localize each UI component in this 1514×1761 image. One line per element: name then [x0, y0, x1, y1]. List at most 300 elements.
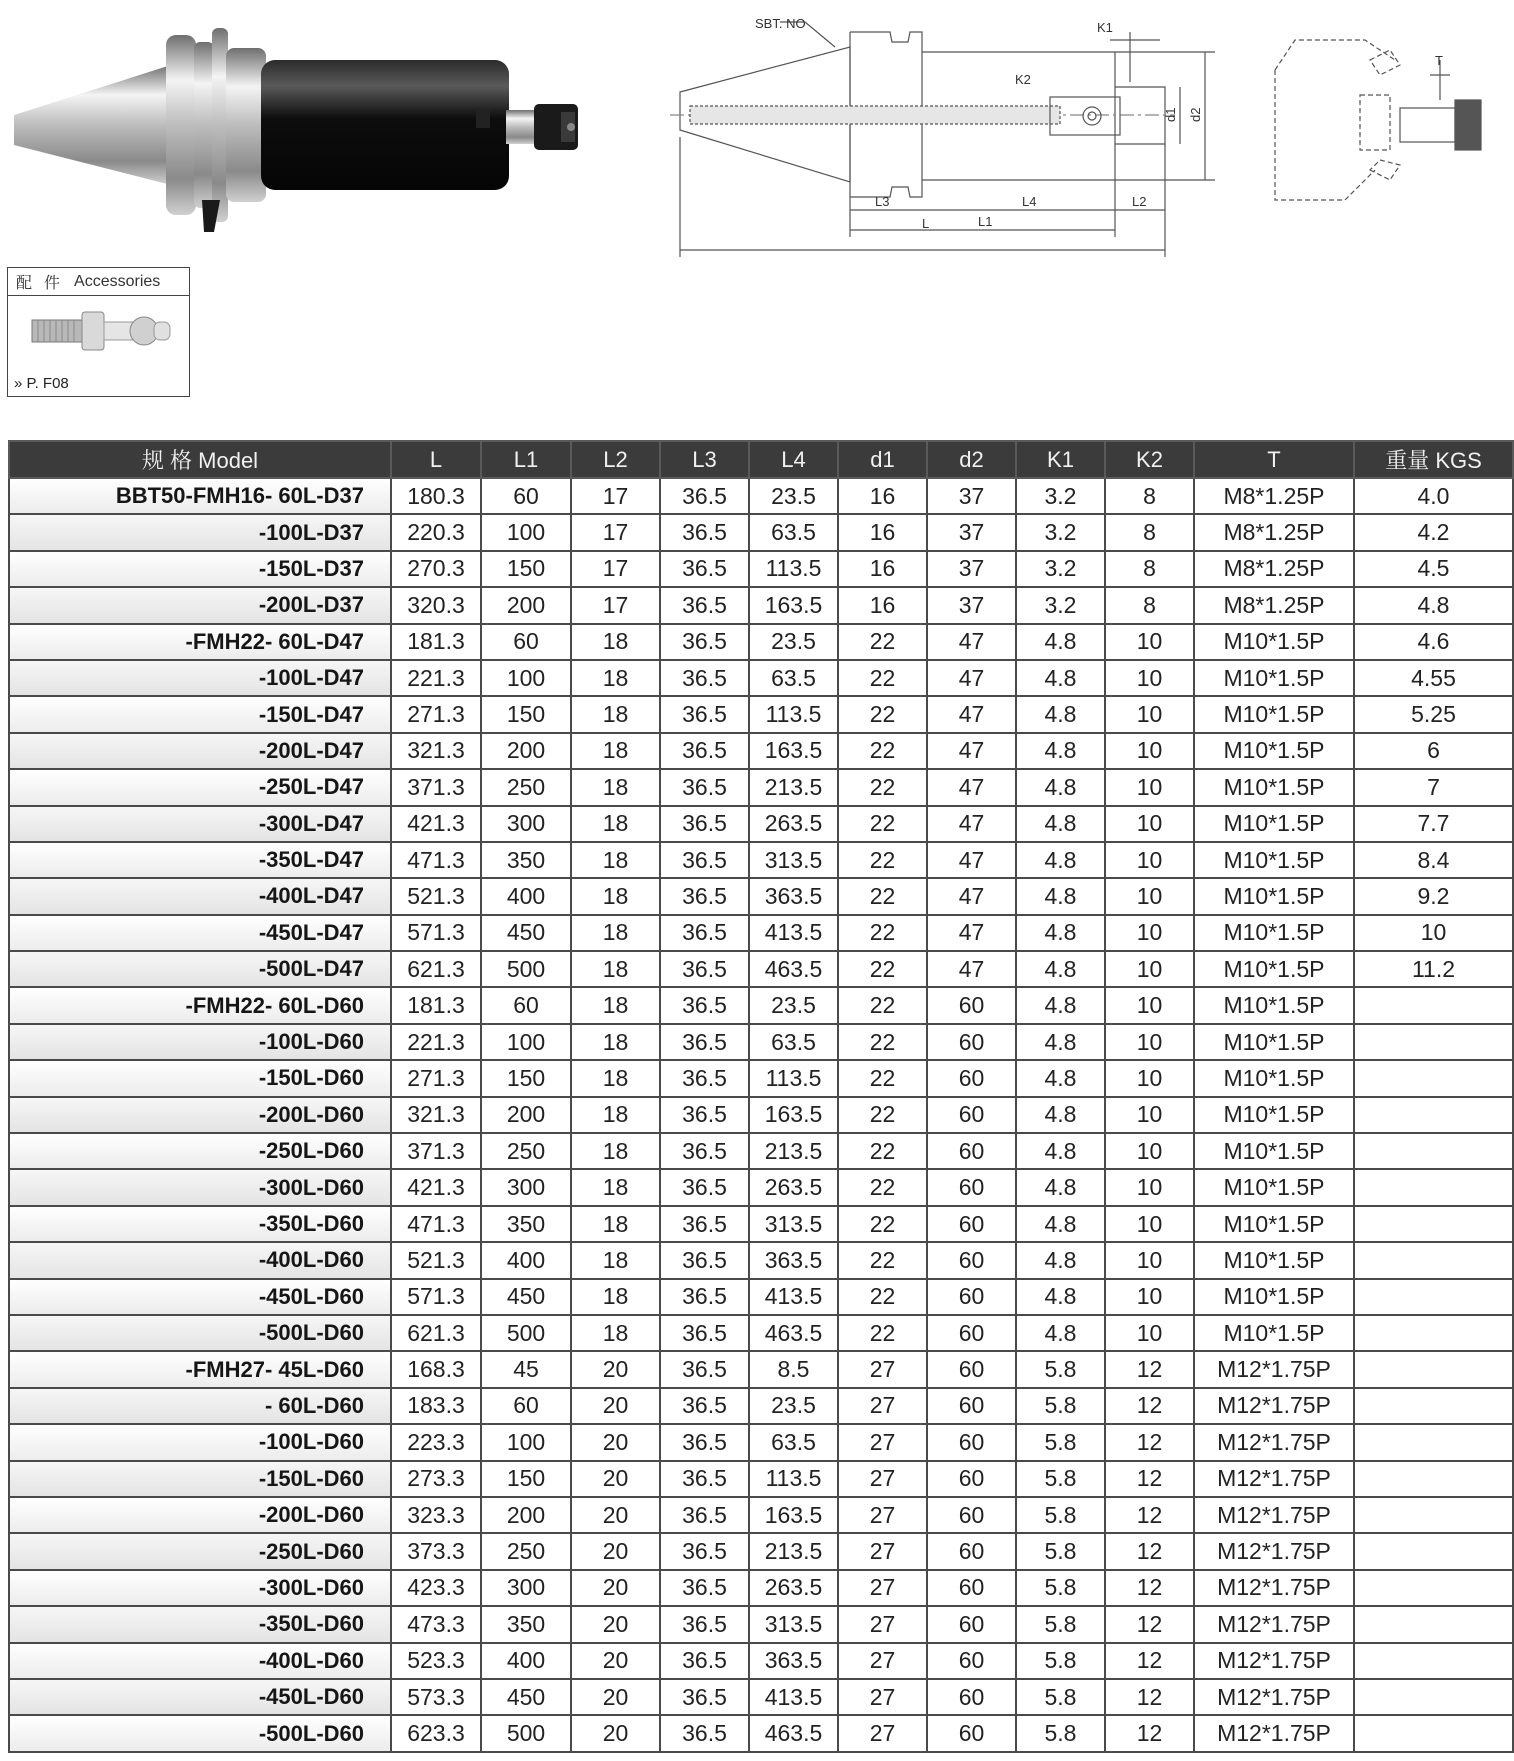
cell-l: 223.3	[391, 1424, 481, 1460]
cell-l2: 18	[571, 1133, 660, 1169]
cell-t: M10*1.5P	[1194, 624, 1354, 660]
cell-k2: 12	[1105, 1643, 1194, 1679]
table-row	[9, 878, 1513, 914]
cell-l3: 36.5	[660, 1533, 749, 1569]
cell-d1: 27	[838, 1715, 927, 1752]
cell-t: M12*1.75P	[1194, 1570, 1354, 1606]
cell-l4: 413.5	[749, 1679, 838, 1715]
table-row	[9, 1024, 1513, 1060]
cell-d1: 22	[838, 733, 927, 769]
cell-d2: 60	[927, 1533, 1016, 1569]
cell-l2: 20	[571, 1424, 660, 1460]
cell-weight: 4.5	[1354, 551, 1513, 587]
cell-l: 181.3	[391, 987, 481, 1023]
table-row	[9, 951, 1513, 987]
cell-d1: 27	[838, 1679, 927, 1715]
cell-t: M10*1.5P	[1194, 987, 1354, 1023]
cell-k2: 8	[1105, 587, 1194, 623]
cell-l1: 100	[481, 1424, 571, 1460]
header-l1: L1	[481, 441, 571, 478]
double-chevron-icon: »	[14, 375, 23, 392]
cell-weight	[1354, 1570, 1513, 1606]
cell-l3: 36.5	[660, 1679, 749, 1715]
table-row	[9, 1461, 1513, 1497]
cell-l3: 36.5	[660, 1242, 749, 1278]
cell-model: -200L-D60	[9, 1497, 391, 1533]
cell-l2: 20	[571, 1679, 660, 1715]
cell-weight: 5.25	[1354, 696, 1513, 732]
cell-k1: 5.8	[1016, 1643, 1105, 1679]
cell-l1: 60	[481, 624, 571, 660]
cell-l3: 36.5	[660, 769, 749, 805]
cell-l3: 36.5	[660, 1351, 749, 1387]
cell-d1: 22	[838, 696, 927, 732]
cell-t: M12*1.75P	[1194, 1461, 1354, 1497]
cell-k1: 4.8	[1016, 1097, 1105, 1133]
cell-d2: 60	[927, 1497, 1016, 1533]
cell-d2: 37	[927, 551, 1016, 587]
accessories-title-en: Accessories	[74, 272, 161, 290]
cell-l: 273.3	[391, 1461, 481, 1497]
cell-d2: 60	[927, 1206, 1016, 1242]
cell-l1: 250	[481, 769, 571, 805]
cell-l2: 17	[571, 478, 660, 514]
cell-weight: 4.0	[1354, 478, 1513, 514]
cell-weight	[1354, 1133, 1513, 1169]
cell-d1: 22	[838, 769, 927, 805]
cell-model: -200L-D60	[9, 1097, 391, 1133]
cell-l4: 313.5	[749, 842, 838, 878]
spec-table	[8, 440, 1514, 1753]
table-row	[9, 696, 1513, 732]
cell-k2: 10	[1105, 1024, 1194, 1060]
cell-t: M8*1.25P	[1194, 551, 1354, 587]
cell-d1: 16	[838, 514, 927, 550]
cell-l3: 36.5	[660, 1169, 749, 1205]
cell-l4: 163.5	[749, 587, 838, 623]
table-row	[9, 1643, 1513, 1679]
cell-k2: 12	[1105, 1533, 1194, 1569]
cell-k1: 5.8	[1016, 1497, 1105, 1533]
table-row	[9, 806, 1513, 842]
cell-weight	[1354, 1206, 1513, 1242]
cell-d2: 60	[927, 1606, 1016, 1642]
table-row	[9, 987, 1513, 1023]
cell-k2: 10	[1105, 806, 1194, 842]
cell-t: M10*1.5P	[1194, 696, 1354, 732]
cell-l: 421.3	[391, 1169, 481, 1205]
cell-k2: 10	[1105, 1315, 1194, 1351]
cell-k2: 12	[1105, 1388, 1194, 1424]
cell-l2: 18	[571, 915, 660, 951]
cell-t: M8*1.25P	[1194, 587, 1354, 623]
cell-model: -450L-D60	[9, 1679, 391, 1715]
cell-d1: 22	[838, 806, 927, 842]
cell-k1: 4.8	[1016, 1169, 1105, 1205]
cell-l2: 18	[571, 1242, 660, 1278]
cell-l3: 36.5	[660, 878, 749, 914]
cell-l: 180.3	[391, 478, 481, 514]
cell-model: -500L-D47	[9, 951, 391, 987]
cell-k1: 3.2	[1016, 514, 1105, 550]
cell-k2: 10	[1105, 1097, 1194, 1133]
cell-t: M10*1.5P	[1194, 733, 1354, 769]
cell-k2: 10	[1105, 842, 1194, 878]
cell-l: 471.3	[391, 1206, 481, 1242]
cell-l4: 113.5	[749, 1461, 838, 1497]
cell-k1: 4.8	[1016, 769, 1105, 805]
cell-t: M10*1.5P	[1194, 1242, 1354, 1278]
cell-d1: 22	[838, 1097, 927, 1133]
accessories-title-cn: 配件	[16, 275, 73, 292]
header-l3: L3	[660, 441, 749, 478]
cell-t: M12*1.75P	[1194, 1606, 1354, 1642]
cell-l4: 163.5	[749, 733, 838, 769]
cell-k1: 3.2	[1016, 551, 1105, 587]
cell-d1: 16	[838, 551, 927, 587]
cell-l: 220.3	[391, 514, 481, 550]
cell-d2: 60	[927, 1643, 1016, 1679]
cell-d2: 60	[927, 1060, 1016, 1096]
cell-t: M8*1.25P	[1194, 514, 1354, 550]
cell-l3: 36.5	[660, 951, 749, 987]
cell-model: -300L-D47	[9, 806, 391, 842]
cell-l4: 113.5	[749, 1060, 838, 1096]
cell-l2: 18	[571, 1024, 660, 1060]
cell-l2: 18	[571, 1279, 660, 1315]
cell-l4: 213.5	[749, 769, 838, 805]
cell-l2: 17	[571, 551, 660, 587]
cell-k2: 8	[1105, 551, 1194, 587]
pull-stud-image	[30, 304, 174, 358]
cell-l4: 23.5	[749, 987, 838, 1023]
l-label: L	[922, 216, 930, 231]
cell-l: 321.3	[391, 1097, 481, 1133]
cell-k2: 8	[1105, 478, 1194, 514]
cell-weight	[1354, 1242, 1513, 1278]
cell-k1: 5.8	[1016, 1570, 1105, 1606]
table-row	[9, 1060, 1513, 1096]
cell-l2: 18	[571, 878, 660, 914]
cell-t: M10*1.5P	[1194, 1024, 1354, 1060]
cell-l: 321.3	[391, 733, 481, 769]
cell-k1: 5.8	[1016, 1424, 1105, 1460]
d1-label: d1	[1163, 107, 1178, 122]
cell-d2: 60	[927, 1315, 1016, 1351]
cell-l4: 23.5	[749, 478, 838, 514]
cell-d2: 60	[927, 1570, 1016, 1606]
cell-l3: 36.5	[660, 587, 749, 623]
cell-weight	[1354, 1643, 1513, 1679]
cell-l2: 18	[571, 842, 660, 878]
cell-l4: 63.5	[749, 514, 838, 550]
cell-d1: 27	[838, 1533, 927, 1569]
cell-d1: 22	[838, 842, 927, 878]
cell-k2: 8	[1105, 514, 1194, 550]
cell-k1: 4.8	[1016, 951, 1105, 987]
cell-l: 571.3	[391, 1279, 481, 1315]
technical-drawing	[660, 12, 1203, 272]
cell-k1: 4.8	[1016, 842, 1105, 878]
l2-label: L2	[1132, 194, 1147, 209]
cell-l3: 36.5	[660, 514, 749, 550]
cell-k2: 12	[1105, 1497, 1194, 1533]
table-row	[9, 587, 1513, 623]
cell-l1: 400	[481, 1643, 571, 1679]
cell-l3: 36.5	[660, 1424, 749, 1460]
cell-l3: 36.5	[660, 1315, 749, 1351]
cell-l: 323.3	[391, 1497, 481, 1533]
cell-l1: 150	[481, 551, 571, 587]
cell-d1: 22	[838, 1242, 927, 1278]
cell-l: 623.3	[391, 1715, 481, 1752]
cell-t: M10*1.5P	[1194, 1060, 1354, 1096]
header-weight: 重量 KGS	[1354, 441, 1513, 478]
header-l2: L2	[571, 441, 660, 478]
cell-k2: 10	[1105, 624, 1194, 660]
table-row	[9, 1533, 1513, 1569]
header-d1: d1	[838, 441, 927, 478]
cell-weight	[1354, 987, 1513, 1023]
k1-label: K1	[1097, 20, 1113, 35]
cell-k1: 5.8	[1016, 1679, 1105, 1715]
table-row	[9, 1570, 1513, 1606]
cell-l3: 36.5	[660, 1133, 749, 1169]
cell-d2: 60	[927, 1424, 1016, 1460]
cell-l: 621.3	[391, 951, 481, 987]
cell-l3: 36.5	[660, 1643, 749, 1679]
cell-l2: 20	[571, 1715, 660, 1752]
cell-d2: 47	[927, 733, 1016, 769]
cell-k2: 10	[1105, 696, 1194, 732]
cell-weight	[1354, 1388, 1513, 1424]
cell-model: -FMH22- 60L-D60	[9, 987, 391, 1023]
cell-k1: 4.8	[1016, 1206, 1105, 1242]
cell-model: -450L-D47	[9, 915, 391, 951]
header-d2: d2	[927, 441, 1016, 478]
cell-d1: 22	[838, 1206, 927, 1242]
cell-l: 271.3	[391, 1060, 481, 1096]
cell-l2: 17	[571, 587, 660, 623]
table-row	[9, 1242, 1513, 1278]
cell-model: -350L-D60	[9, 1606, 391, 1642]
cell-d2: 60	[927, 1097, 1016, 1133]
cell-l1: 350	[481, 842, 571, 878]
cell-weight: 4.55	[1354, 660, 1513, 696]
table-row	[9, 1424, 1513, 1460]
cell-weight: 9.2	[1354, 878, 1513, 914]
cell-k2: 10	[1105, 1133, 1194, 1169]
cell-l1: 250	[481, 1133, 571, 1169]
cell-model: -150L-D47	[9, 696, 391, 732]
table-row	[9, 551, 1513, 587]
cell-k2: 10	[1105, 1060, 1194, 1096]
cell-d1: 16	[838, 478, 927, 514]
cell-weight	[1354, 1097, 1513, 1133]
cell-weight	[1354, 1606, 1513, 1642]
cell-l3: 36.5	[660, 1279, 749, 1315]
cell-l: 571.3	[391, 915, 481, 951]
cell-d2: 60	[927, 1279, 1016, 1315]
cell-model: -400L-D60	[9, 1643, 391, 1679]
cell-d2: 47	[927, 806, 1016, 842]
cell-k2: 10	[1105, 878, 1194, 914]
cell-k1: 4.8	[1016, 1279, 1105, 1315]
cell-weight	[1354, 1279, 1513, 1315]
cell-weight	[1354, 1461, 1513, 1497]
cell-l2: 18	[571, 769, 660, 805]
cell-k1: 4.8	[1016, 1060, 1105, 1096]
table-row	[9, 1497, 1513, 1533]
cell-l2: 20	[571, 1388, 660, 1424]
cell-weight	[1354, 1315, 1513, 1351]
accessories-title	[8, 268, 189, 296]
cell-d2: 60	[927, 1388, 1016, 1424]
cell-k2: 12	[1105, 1461, 1194, 1497]
cell-l4: 163.5	[749, 1497, 838, 1533]
cell-k2: 12	[1105, 1679, 1194, 1715]
cell-l4: 263.5	[749, 806, 838, 842]
cell-k1: 4.8	[1016, 624, 1105, 660]
cell-l2: 18	[571, 624, 660, 660]
cell-l2: 17	[571, 514, 660, 550]
cell-l: 373.3	[391, 1533, 481, 1569]
cell-d2: 47	[927, 660, 1016, 696]
cell-l1: 60	[481, 987, 571, 1023]
cell-l2: 18	[571, 696, 660, 732]
cell-weight: 11.2	[1354, 951, 1513, 987]
cell-d2: 47	[927, 696, 1016, 732]
cell-t: M12*1.75P	[1194, 1679, 1354, 1715]
accessories-box	[7, 267, 190, 397]
cell-k2: 10	[1105, 1206, 1194, 1242]
accessories-page-ref	[14, 375, 69, 392]
header-k1: K1	[1016, 441, 1105, 478]
cell-d2: 37	[927, 514, 1016, 550]
cell-d1: 22	[838, 1060, 927, 1096]
cell-l: 221.3	[391, 660, 481, 696]
cell-d1: 22	[838, 987, 927, 1023]
cell-model: -150L-D60	[9, 1060, 391, 1096]
cell-l1: 200	[481, 1097, 571, 1133]
cell-d1: 22	[838, 1279, 927, 1315]
cell-d2: 47	[927, 915, 1016, 951]
cell-k2: 10	[1105, 987, 1194, 1023]
table-row	[9, 1351, 1513, 1387]
cell-l2: 18	[571, 1060, 660, 1096]
cell-k1: 4.8	[1016, 733, 1105, 769]
cell-k2: 10	[1105, 769, 1194, 805]
cell-l: 270.3	[391, 551, 481, 587]
cell-d2: 60	[927, 1461, 1016, 1497]
cell-l2: 20	[571, 1643, 660, 1679]
cell-t: M12*1.75P	[1194, 1715, 1354, 1752]
table-row	[9, 769, 1513, 805]
cell-l: 181.3	[391, 624, 481, 660]
cell-model: -150L-D37	[9, 551, 391, 587]
header-t: T	[1194, 441, 1354, 478]
cell-model: -250L-D60	[9, 1533, 391, 1569]
cell-l3: 36.5	[660, 1206, 749, 1242]
cell-k1: 4.8	[1016, 1133, 1105, 1169]
cell-l3: 36.5	[660, 1060, 749, 1096]
cell-model: -450L-D60	[9, 1279, 391, 1315]
cell-l3: 36.5	[660, 478, 749, 514]
cell-model: -100L-D37	[9, 514, 391, 550]
cell-model: -250L-D60	[9, 1133, 391, 1169]
cell-l1: 200	[481, 587, 571, 623]
cell-l4: 313.5	[749, 1606, 838, 1642]
cell-l1: 100	[481, 660, 571, 696]
cell-d2: 60	[927, 1351, 1016, 1387]
cell-d2: 60	[927, 1024, 1016, 1060]
cell-model: -100L-D60	[9, 1024, 391, 1060]
cell-model: -300L-D60	[9, 1169, 391, 1205]
d2-label: d2	[1188, 107, 1203, 122]
cell-t: M10*1.5P	[1194, 842, 1354, 878]
table-row	[9, 1679, 1513, 1715]
table-row	[9, 842, 1513, 878]
cell-weight	[1354, 1169, 1513, 1205]
cell-l1: 450	[481, 1679, 571, 1715]
header-l4: L4	[749, 441, 838, 478]
cell-l4: 413.5	[749, 915, 838, 951]
cell-l2: 18	[571, 806, 660, 842]
cell-l: 221.3	[391, 1024, 481, 1060]
cell-t: M10*1.5P	[1194, 660, 1354, 696]
cell-l1: 250	[481, 1533, 571, 1569]
tool-holder-photo	[6, 20, 596, 240]
cell-weight: 7.7	[1354, 806, 1513, 842]
cell-l1: 300	[481, 1570, 571, 1606]
cell-model: -400L-D47	[9, 878, 391, 914]
cell-t: M12*1.75P	[1194, 1388, 1354, 1424]
cell-d1: 27	[838, 1570, 927, 1606]
cell-l2: 18	[571, 951, 660, 987]
cell-weight: 10	[1354, 915, 1513, 951]
cell-l4: 8.5	[749, 1351, 838, 1387]
cell-l4: 213.5	[749, 1533, 838, 1569]
cell-l4: 163.5	[749, 1097, 838, 1133]
table-row	[9, 1097, 1513, 1133]
cell-k1: 5.8	[1016, 1351, 1105, 1387]
cell-l: 521.3	[391, 1242, 481, 1278]
cell-l1: 150	[481, 1461, 571, 1497]
cell-weight: 4.6	[1354, 624, 1513, 660]
table-row	[9, 1206, 1513, 1242]
cell-l1: 100	[481, 1024, 571, 1060]
cell-l1: 200	[481, 733, 571, 769]
cell-k2: 12	[1105, 1570, 1194, 1606]
table-row	[9, 478, 1513, 514]
cell-model: -500L-D60	[9, 1315, 391, 1351]
cell-k1: 4.8	[1016, 660, 1105, 696]
cell-weight: 4.8	[1354, 587, 1513, 623]
table-row	[9, 1133, 1513, 1169]
cell-model: -350L-D47	[9, 842, 391, 878]
cell-l2: 18	[571, 1097, 660, 1133]
cell-l: 168.3	[391, 1351, 481, 1387]
cell-k2: 10	[1105, 951, 1194, 987]
cell-weight	[1354, 1060, 1513, 1096]
cell-l3: 36.5	[660, 1570, 749, 1606]
cell-l1: 300	[481, 1169, 571, 1205]
cell-weight	[1354, 1024, 1513, 1060]
cell-d2: 37	[927, 478, 1016, 514]
cell-l4: 23.5	[749, 1388, 838, 1424]
cell-l4: 63.5	[749, 660, 838, 696]
cell-model: BBT50-FMH16- 60L-D37	[9, 478, 391, 514]
